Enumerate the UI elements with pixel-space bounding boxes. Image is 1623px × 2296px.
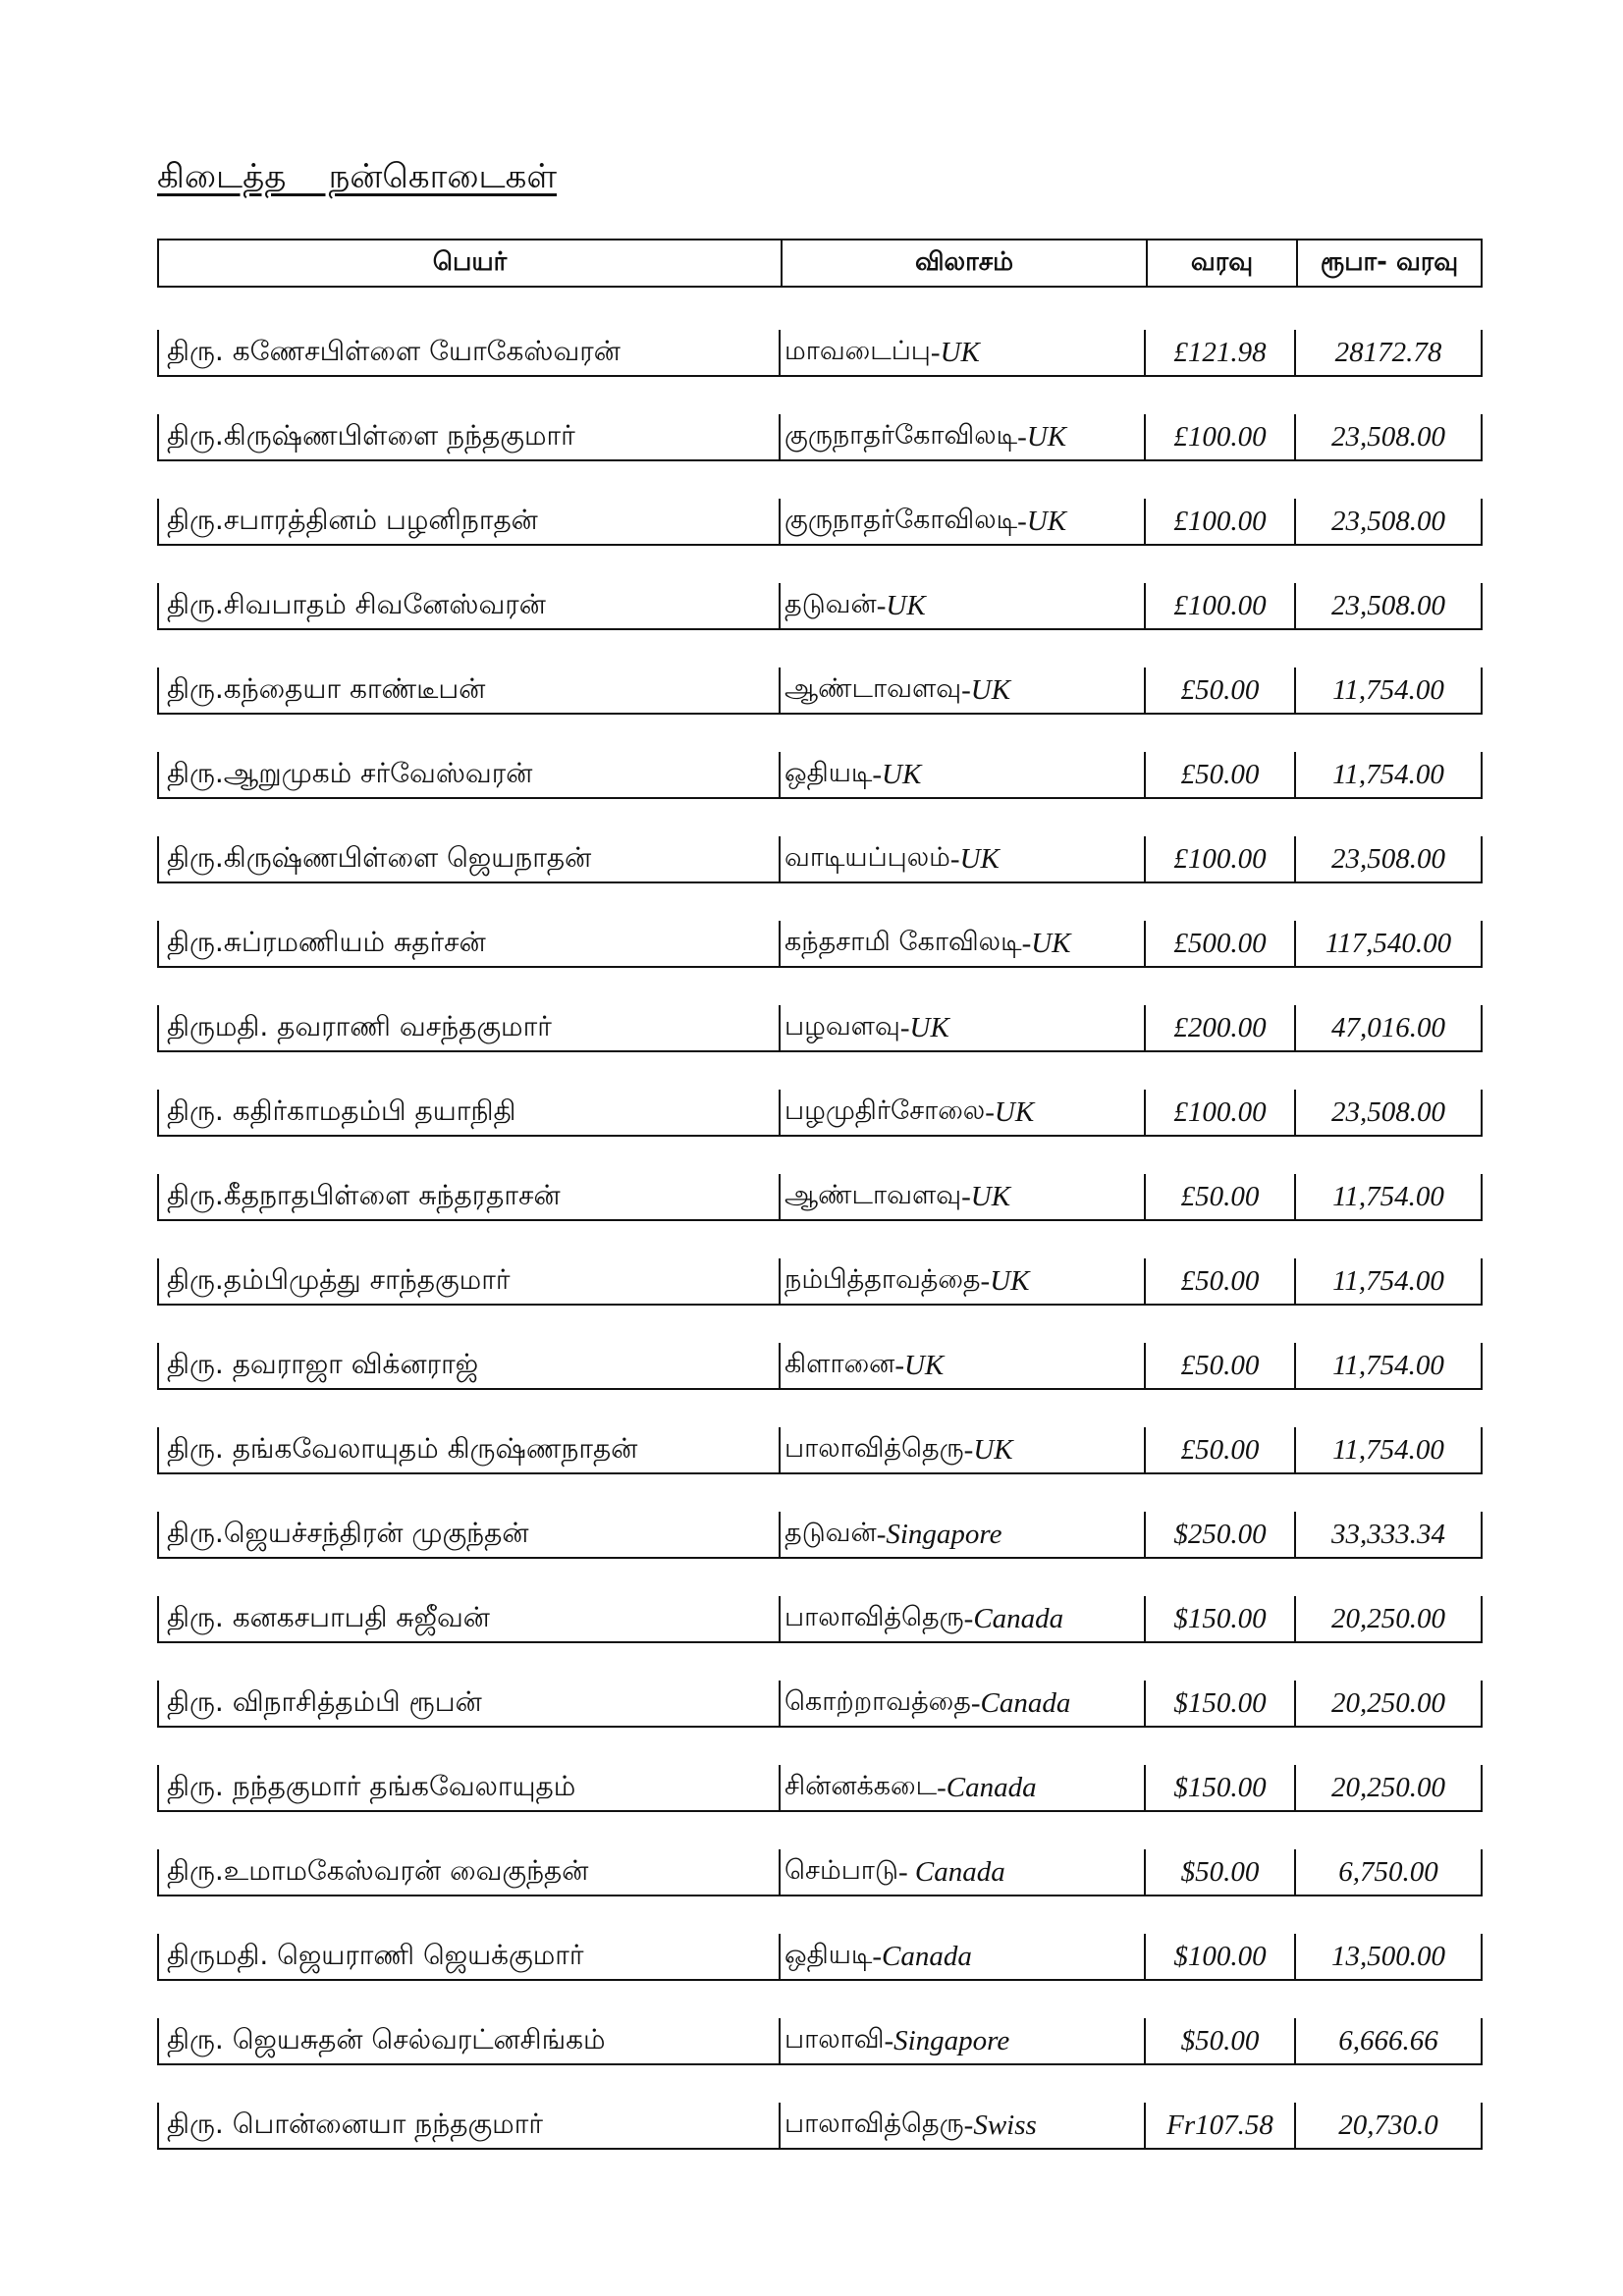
donation-amount: $50.00 — [1144, 1849, 1294, 1896]
address-country: -UK — [1017, 505, 1067, 537]
address-country: -Singapore — [884, 2024, 1010, 2056]
donor-address — [779, 2018, 1144, 2065]
rupee-amount: 33,333.34 — [1294, 1512, 1483, 1559]
donor-address — [779, 1258, 1144, 1306]
address-country: -UK — [1021, 927, 1071, 959]
address-place: பாலாவி — [784, 2023, 885, 2055]
donor-name: திரு. பொன்னையா நந்தகுமார் — [157, 2103, 780, 2150]
address-country: -UK — [949, 842, 1000, 875]
rupee-amount: 20,250.00 — [1294, 1596, 1483, 1643]
table-row — [157, 414, 1483, 499]
address-place: பழவளவு — [784, 1010, 900, 1041]
donor-name: திரு. ஜெயசுதன் செல்வரட்னசிங்கம் — [157, 2018, 780, 2065]
table-row — [157, 2103, 1483, 2187]
donation-amount: £200.00 — [1144, 1005, 1294, 1052]
donor-name: திரு.கிருஷ்ணபிள்ளை ஜெயநாதன் — [157, 836, 780, 883]
donor-address — [779, 2103, 1144, 2150]
donor-name: திருமதி. ஜெயராணி ஜெயக்குமார் — [157, 1934, 780, 1981]
address-country: -UK — [961, 673, 1011, 706]
address-place: ஆண்டாவளவு — [784, 672, 962, 704]
address-place: ஒதியடி — [784, 757, 873, 788]
table-row — [157, 583, 1483, 667]
column-header-rupee-amount: ரூபா- வரவு — [1296, 240, 1481, 286]
donor-address — [779, 1343, 1144, 1390]
address-country: -UK — [930, 336, 980, 368]
donor-address — [779, 1174, 1144, 1221]
address-country: -Canada — [970, 1686, 1071, 1719]
address-country: -UK — [899, 1011, 949, 1043]
rupee-amount: 23,508.00 — [1294, 1090, 1483, 1137]
donations-table-body — [157, 330, 1483, 2187]
donor-address — [779, 1849, 1144, 1896]
address-place: பாலாவித்தெரு — [784, 1601, 964, 1632]
address-place: சின்னக்கடை — [784, 1770, 938, 1801]
address-country: -UK — [876, 589, 926, 621]
table-header — [157, 239, 1483, 288]
address-country: -UK — [961, 1180, 1011, 1212]
donor-name: திரு.ஜெயச்சந்திரன் முகுந்தன் — [157, 1512, 780, 1559]
donation-amount: $150.00 — [1144, 1596, 1294, 1643]
donor-address — [779, 1596, 1144, 1643]
address-country: -UK — [963, 1433, 1013, 1466]
donation-amount: £100.00 — [1144, 414, 1294, 461]
donor-name: திரு. நந்தகுமார் தங்கவேலாயுதம் — [157, 1765, 780, 1812]
donor-name: திரு.சபாரத்தினம் பழனிநாதன் — [157, 499, 780, 546]
address-place: பாலாவித்தெரு — [784, 2108, 964, 2139]
column-header-name: பெயர் — [432, 246, 508, 277]
donation-amount: £100.00 — [1144, 836, 1294, 883]
donor-name: திரு.கிருஷ்ணபிள்ளை நந்தகுமார் — [157, 414, 780, 461]
donor-address — [779, 330, 1144, 377]
donation-amount: £100.00 — [1144, 1090, 1294, 1137]
table-row — [157, 921, 1483, 1005]
donation-amount: $150.00 — [1144, 1681, 1294, 1728]
address-country: -Canada — [872, 1940, 972, 1972]
rupee-amount: 117,540.00 — [1294, 921, 1483, 968]
address-place: கொற்றாவத்தை — [784, 1685, 971, 1717]
donation-amount: $100.00 — [1144, 1934, 1294, 1981]
rupee-amount: 6,666.66 — [1294, 2018, 1483, 2065]
address-country: -Swiss — [963, 2109, 1037, 2141]
address-country: -UK — [1017, 420, 1067, 453]
donation-amount: $50.00 — [1144, 2018, 1294, 2065]
table-row — [157, 667, 1483, 752]
donor-name: திரு. தவராஜா விக்னராஜ் — [157, 1343, 780, 1390]
donor-address — [779, 1512, 1144, 1559]
address-place: பாலாவித்தெரு — [784, 1432, 964, 1464]
donor-address — [779, 667, 1144, 715]
donation-amount: £50.00 — [1144, 1343, 1294, 1390]
address-place: ஒதியடி — [784, 1939, 873, 1970]
rupee-amount: 11,754.00 — [1294, 1427, 1483, 1474]
column-header-address: விலாசம் — [781, 240, 1146, 286]
table-row — [157, 836, 1483, 921]
rupee-amount: 20,250.00 — [1294, 1681, 1483, 1728]
donation-amount: £100.00 — [1144, 583, 1294, 630]
donation-amount: £500.00 — [1144, 921, 1294, 968]
address-country: -UK — [985, 1095, 1035, 1128]
address-country: -UK — [980, 1264, 1030, 1297]
table-row — [157, 1512, 1483, 1596]
column-header-amount: வரவு — [1146, 240, 1296, 286]
address-place: ஆண்டாவளவு — [784, 1179, 962, 1210]
donation-amount: $250.00 — [1144, 1512, 1294, 1559]
donor-name: திரு. தங்கவேலாயுதம் கிருஷ்ணநாதன் — [157, 1427, 780, 1474]
rupee-amount: 20,250.00 — [1294, 1765, 1483, 1812]
rupee-amount: 11,754.00 — [1294, 667, 1483, 715]
donor-address — [779, 583, 1144, 630]
donor-address — [779, 1934, 1144, 1981]
rupee-amount: 23,508.00 — [1294, 836, 1483, 883]
rupee-amount: 13,500.00 — [1294, 1934, 1483, 1981]
address-place: குருநாதர்கோவிலடி — [784, 419, 1018, 451]
donor-address — [779, 921, 1144, 968]
donation-amount: £50.00 — [1144, 1174, 1294, 1221]
donor-name: திரு.ஆறுமுகம் சர்வேஸ்வரன் — [157, 752, 780, 799]
table-row — [157, 1681, 1483, 1765]
table-row — [157, 330, 1483, 414]
address-country: -UK — [894, 1349, 945, 1381]
donation-amount: £100.00 — [1144, 499, 1294, 546]
rupee-amount: 23,508.00 — [1294, 414, 1483, 461]
donation-amount: Fr107.58 — [1144, 2103, 1294, 2150]
address-place: கந்தசாமி கோவிலடி — [784, 926, 1022, 957]
rupee-amount: 28172.78 — [1294, 330, 1483, 377]
donation-amount: £50.00 — [1144, 1258, 1294, 1306]
donor-address — [779, 1765, 1144, 1812]
rupee-amount: 23,508.00 — [1294, 499, 1483, 546]
table-row — [157, 1258, 1483, 1343]
address-place: தடுவன் — [784, 588, 877, 619]
table-row — [157, 499, 1483, 583]
address-country: - Canada — [898, 1855, 1005, 1888]
table-row — [157, 1090, 1483, 1174]
donor-name: திரு.சிவபாதம் சிவனேஸ்வரன் — [157, 583, 780, 630]
rupee-amount: 6,750.00 — [1294, 1849, 1483, 1896]
address-place: கிளானை — [784, 1348, 895, 1379]
table-row — [157, 1005, 1483, 1090]
donor-name: திரு. கணேசபிள்ளை யோகேஸ்வரன் — [157, 330, 780, 377]
address-place: பழமுதிர்சோலை — [784, 1095, 986, 1126]
table-row — [157, 1174, 1483, 1258]
donor-address — [779, 836, 1144, 883]
address-place: தடுவன் — [784, 1517, 877, 1548]
rupee-amount: 11,754.00 — [1294, 752, 1483, 799]
rupee-amount: 23,508.00 — [1294, 583, 1483, 630]
table-row — [157, 1596, 1483, 1681]
donation-amount: £121.98 — [1144, 330, 1294, 377]
address-country: -Singapore — [876, 1518, 1002, 1550]
donor-name: திரு.உமாமகேஸ்வரன் வைகுந்தன் — [157, 1849, 780, 1896]
rupee-amount: 20,730.0 — [1294, 2103, 1483, 2150]
donor-address — [779, 499, 1144, 546]
donor-name: திரு.தம்பிமுத்து சாந்தகுமார் — [157, 1258, 780, 1306]
table-row — [157, 1427, 1483, 1512]
donor-address — [779, 752, 1144, 799]
donor-name: திரு. விநாசித்தம்பி ரூபன் — [157, 1681, 780, 1728]
donor-address — [779, 1681, 1144, 1728]
donor-name: திரு.கீதநாதபிள்ளை சுந்தரதாசன் — [157, 1174, 780, 1221]
donor-address — [779, 1090, 1144, 1137]
donation-amount: £50.00 — [1144, 667, 1294, 715]
donor-name: திரு.சுப்ரமணியம் சுதர்சன் — [157, 921, 780, 968]
donor-address — [779, 414, 1144, 461]
address-place: செம்பாடு — [784, 1854, 898, 1886]
donation-amount: £50.00 — [1144, 752, 1294, 799]
rupee-amount: 11,754.00 — [1294, 1258, 1483, 1306]
table-row — [157, 752, 1483, 836]
address-place: குருநாதர்கோவிலடி — [784, 504, 1018, 535]
donor-name: திரு. கனகசபாபதி சுஜீவன் — [157, 1596, 780, 1643]
page-title: கிடைத்த நன்கொடைகள் — [157, 157, 558, 196]
donor-name: திரு. கதிர்காமதம்பி தயாநிதி — [157, 1090, 780, 1137]
donor-address — [779, 1427, 1144, 1474]
table-row — [157, 1934, 1483, 2018]
donor-name: திரு.கந்தையா காண்டீபன் — [157, 667, 780, 715]
donation-amount: $150.00 — [1144, 1765, 1294, 1812]
donor-name: திருமதி. தவராணி வசந்தகுமார் — [157, 1005, 780, 1052]
table-row — [157, 2018, 1483, 2103]
address-country: -Canada — [963, 1602, 1064, 1634]
table-row — [157, 1849, 1483, 1934]
table-row — [157, 1343, 1483, 1427]
rupee-amount: 11,754.00 — [1294, 1174, 1483, 1221]
rupee-amount: 11,754.00 — [1294, 1343, 1483, 1390]
donation-amount: £50.00 — [1144, 1427, 1294, 1474]
rupee-amount: 47,016.00 — [1294, 1005, 1483, 1052]
donor-address — [779, 1005, 1144, 1052]
address-country: -Canada — [937, 1771, 1037, 1803]
address-country: -UK — [872, 758, 922, 790]
address-place: மாவடைப்பு — [784, 335, 931, 366]
address-place: நம்பித்தாவத்தை — [784, 1263, 981, 1295]
address-place: வாடியப்புலம் — [784, 841, 950, 873]
table-row — [157, 1765, 1483, 1849]
